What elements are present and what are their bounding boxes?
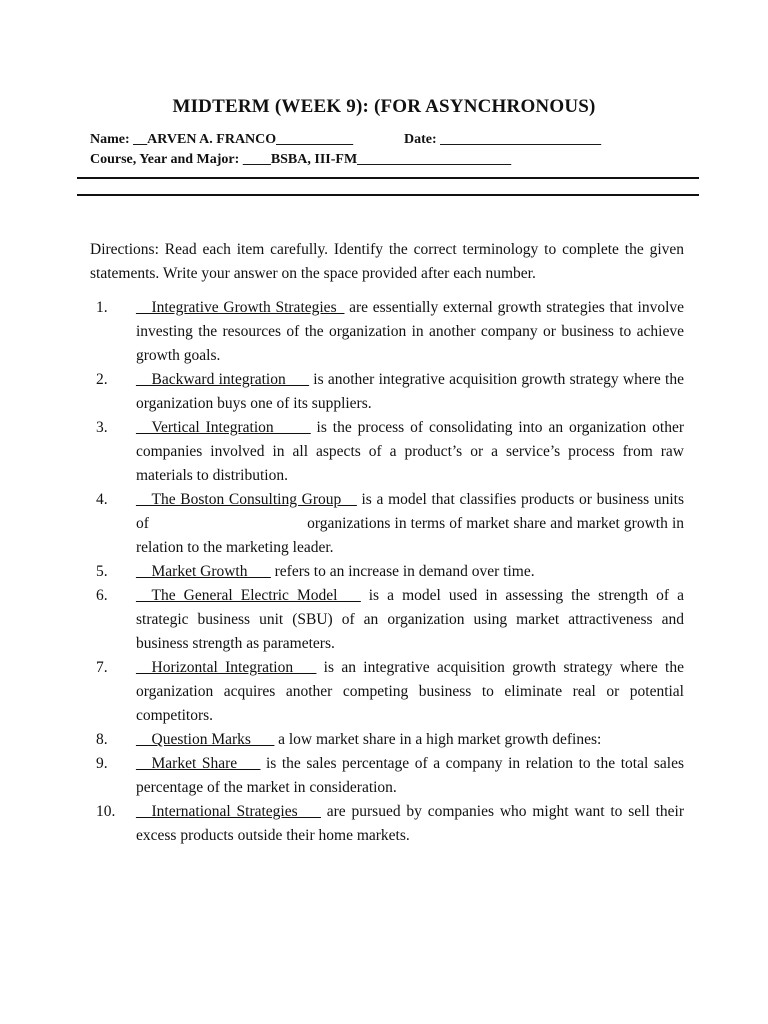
question-number: 5. [96, 563, 108, 580]
question-number: 6. [96, 587, 108, 604]
date-label: Date: [404, 132, 437, 147]
answer-text: __Question Marks___ [136, 731, 275, 748]
question-item-6 [0, 584, 684, 656]
name-label: Name: [90, 132, 130, 147]
question-number: 4. [96, 491, 108, 508]
header-divider-top [77, 177, 699, 179]
question-text: is the process of consolidating into an organization other companies involved in all aspects of a product’s or a service’s process from raw materials to distribution. [136, 419, 684, 484]
question-text: are essentially external growth strategies that involve investing the resources of the organization in another company or business to achieve growth goals. [136, 299, 685, 364]
question-text: refers to an increase in demand over time. [270, 563, 535, 580]
question-text: are pursued by companies who might want to sell their excess products outside their home markets. [136, 803, 684, 844]
date-value: _______________________ [440, 132, 602, 147]
question-number: 10. [96, 803, 116, 820]
question-number: 3. [96, 419, 108, 436]
page-title: MIDTERM (WEEK 9): (FOR ASYNCHRONOUS) [172, 96, 596, 117]
question-item-4 [0, 488, 684, 560]
answer-text: __Horizontal Integration___ [136, 659, 317, 676]
name-line [90, 132, 353, 148]
question-number: 1. [96, 299, 108, 316]
question-list [0, 296, 768, 848]
question-text: is an integrative acquisition growth strategy where the organization acquires another competing business to eliminate real or potential competitors. [136, 659, 684, 724]
question-text: is the sales percentage of a company in relation to the total sales percentage of the market in consideration. [136, 755, 684, 796]
question-item-2 [0, 368, 684, 416]
answer-text: __The General Electric Model___ [136, 587, 361, 604]
question-number: 8. [96, 731, 108, 748]
answer-text: __Integrative Growth Strategies_ [136, 299, 345, 316]
question-text: a low market share in a high market growth defines: [274, 731, 602, 748]
header-divider-bottom [77, 194, 699, 196]
question-item-7 [0, 656, 684, 728]
question-text: is a model that classifies products or business units of [136, 491, 684, 532]
question-item-8 [0, 728, 684, 752]
question-item-9 [0, 752, 684, 800]
question-item-10 [0, 800, 684, 848]
question-number: 9. [96, 755, 108, 772]
date-line [404, 132, 601, 148]
course-line [90, 152, 511, 168]
answer-text: __Market Share___ [136, 755, 261, 772]
course-label: Course, Year and Major: [90, 152, 240, 167]
name-value: __ARVEN A. FRANCO___________ [133, 132, 354, 147]
question-text-continued: organizations in terms of market share and market growth in relation to the marketing leader. [136, 515, 684, 556]
directions-paragraph: Directions: Read each item carefully. Identify the correct terminology to complete the given statements. Write your answer on the space provided after each number. [90, 241, 684, 282]
question-item-5 [0, 560, 684, 584]
answer-text: __Vertical Integration ____ [136, 419, 311, 436]
question-number: 2. [96, 371, 108, 388]
question-item-3 [0, 416, 684, 488]
answer-text: __International Strategies___ [136, 803, 321, 820]
course-value: ____BSBA, III-FM______________________ [242, 152, 512, 167]
question-number: 7. [96, 659, 108, 676]
answer-text: __The Boston Consulting Group__ [136, 491, 357, 508]
answer-text: __Backward integration___ [136, 371, 309, 388]
question-item-1 [0, 296, 684, 368]
question-text: is a model used in assessing the strength of a strategic business unit (SBU) of an organization using market attractiveness and business strength as parameters. [136, 587, 684, 652]
answer-text: __Market Growth___ [136, 563, 271, 580]
question-text: is another integrative acquisition growth strategy where the organization buys one of its suppliers. [136, 371, 684, 412]
